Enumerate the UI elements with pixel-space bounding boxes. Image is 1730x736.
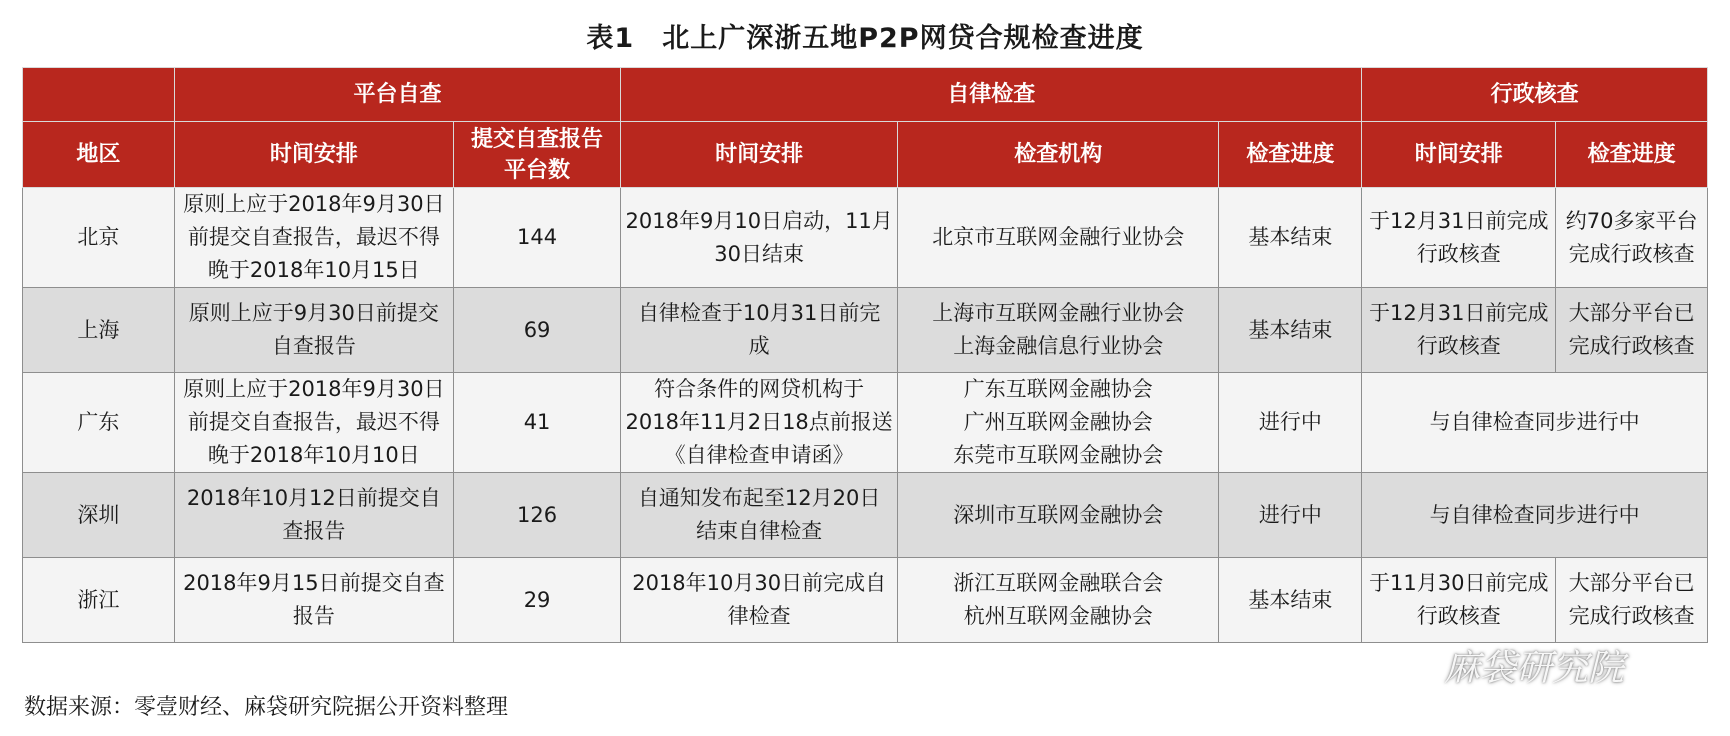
cell-line: 东莞市互联网金融协会: [953, 443, 1164, 467]
col-header-sr-time: 时间安排: [621, 122, 898, 188]
col-header-ac-progress: 检查进度: [1556, 122, 1708, 188]
cell-line: 2018年9月15日前提交自查: [183, 571, 445, 595]
table-row: [23, 288, 1708, 373]
cell-line: 晚于2018年10月10日: [207, 443, 420, 467]
cell-sr-org: [898, 473, 1219, 558]
col-header-sr-org: 检查机构: [898, 122, 1219, 188]
cell-sc-time: [174, 558, 453, 643]
col-header-sc-count-line1: 提交自查报告: [471, 126, 604, 152]
cell-line: 《自律检查申请函》: [664, 443, 854, 467]
data-source-note: 数据来源：零壹财经、麻袋研究院据公开资料整理: [24, 695, 509, 720]
cell-line: 2018年10月30日前完成自: [632, 571, 887, 595]
cell-line: 行政核查: [1416, 604, 1501, 628]
table-title-text: 北上广深浙五地P2P网贷合规检查进度: [662, 23, 1144, 54]
cell-sr-time: [621, 373, 898, 473]
col-header-sc-count-line2: 平台数: [504, 157, 571, 183]
cell-line: 原则上应于9月30日前提交: [188, 301, 439, 325]
cell-sr-progress: 进行中: [1219, 473, 1362, 558]
group-header-self-check: 平台自查: [174, 68, 620, 122]
cell-line: 自查报告: [271, 334, 356, 358]
cell-line: 北京市互联网金融行业协会: [932, 225, 1185, 249]
cell-line: 上海市互联网金融行业协会: [932, 301, 1185, 325]
compliance-progress-table: [22, 67, 1708, 643]
cell-line: 大部分平台已: [1568, 571, 1695, 595]
cell-line: 行政核查: [1416, 241, 1501, 266]
cell-line: 30日结束: [714, 241, 805, 266]
cell-count: 29: [453, 558, 620, 643]
cell-sr-time: [621, 558, 898, 643]
cell-line: 2018年10月12日前提交自: [186, 486, 441, 510]
cell-ac-merged: 与自律检查同步进行中: [1362, 373, 1708, 473]
cell-sc-time: [174, 373, 453, 473]
col-header-sr-progress: 检查进度: [1219, 122, 1362, 188]
table-row: [23, 188, 1708, 288]
cell-sr-progress: 基本结束: [1219, 558, 1362, 643]
cell-line: 结束自律检查: [696, 519, 823, 543]
cell-ac-time: [1362, 288, 1556, 373]
cell-line: 广州互联网金融协会: [963, 410, 1153, 434]
cell-sr-progress: 基本结束: [1219, 288, 1362, 373]
cell-sr-org: [898, 558, 1219, 643]
cell-line: 于12月31日前完成: [1369, 301, 1549, 325]
cell-line: 原则上应于2018年9月30日: [183, 192, 445, 216]
cell-sr-org: [898, 188, 1219, 288]
cell-sr-time: [621, 188, 898, 288]
cell-line: 大部分平台已: [1568, 301, 1695, 325]
wechat-icon: [1390, 646, 1436, 686]
cell-region: 浙江: [23, 558, 175, 643]
cell-line: 律检查: [727, 604, 791, 628]
cell-line: 行政核查: [1416, 334, 1501, 358]
table-row: [23, 473, 1708, 558]
cell-line: 查报告: [282, 519, 346, 543]
watermark: [1390, 640, 1624, 691]
cell-line: 符合条件的网贷机构于: [654, 377, 865, 401]
cell-line: 约70多家平台: [1565, 208, 1698, 233]
cell-sc-time: [174, 288, 453, 373]
cell-ac-progress: [1556, 188, 1708, 288]
cell-line: 原则上应于2018年9月30日: [183, 377, 445, 401]
header-corner: [23, 68, 175, 122]
col-header-sc-time: 时间安排: [174, 122, 453, 188]
cell-line: 于11月30日前完成: [1369, 571, 1549, 595]
cell-line: 自通知发布起至12月20日: [637, 486, 881, 510]
cell-ac-progress: [1556, 288, 1708, 373]
cell-line: 自律检查于10月31日前完: [637, 301, 881, 325]
cell-line: 晚于2018年10月15日: [207, 258, 420, 282]
cell-ac-progress: [1556, 558, 1708, 643]
table-title: [0, 16, 1730, 55]
table-row: [23, 373, 1708, 473]
col-header-ac-time: 时间安排: [1362, 122, 1556, 188]
cell-sc-time: [174, 188, 453, 288]
cell-region: 北京: [23, 188, 175, 288]
cell-count: 126: [453, 473, 620, 558]
cell-sc-time: [174, 473, 453, 558]
cell-line: 深圳市互联网金融协会: [953, 502, 1164, 527]
group-header-admin-check: 行政核查: [1362, 68, 1708, 122]
cell-line: 广东互联网金融协会: [963, 377, 1153, 401]
col-header-sc-count: [453, 122, 620, 188]
table-row: [23, 558, 1708, 643]
cell-line: 成: [748, 334, 770, 358]
cell-ac-time: [1362, 188, 1556, 288]
cell-sr-progress: 进行中: [1219, 373, 1362, 473]
group-header-self-regulation: 自律检查: [621, 68, 1362, 122]
cell-region: 深圳: [23, 473, 175, 558]
col-header-region: 地区: [23, 122, 175, 188]
cell-region: 上海: [23, 288, 175, 373]
table-number: 表1: [586, 23, 635, 54]
cell-sr-time: [621, 473, 898, 558]
cell-ac-merged: 与自律检查同步进行中: [1362, 473, 1708, 558]
cell-ac-time: [1362, 558, 1556, 643]
cell-sr-org: [898, 288, 1219, 373]
cell-line: 前提交自查报告，最迟不得: [187, 225, 440, 249]
cell-line: 完成行政核查: [1568, 334, 1695, 358]
cell-count: 144: [453, 188, 620, 288]
cell-line: 报告: [292, 604, 335, 628]
cell-sr-progress: 基本结束: [1219, 188, 1362, 288]
watermark-text: 麻袋研究院: [1444, 648, 1625, 689]
cell-line: 浙江互联网金融联合会: [953, 571, 1164, 595]
cell-line: 完成行政核查: [1568, 604, 1695, 628]
cell-line: 2018年9月10日启动，11月: [625, 208, 893, 233]
cell-line: 于12月31日前完成: [1369, 208, 1549, 233]
cell-line: 完成行政核查: [1568, 241, 1695, 266]
cell-count: 69: [453, 288, 620, 373]
cell-region: 广东: [23, 373, 175, 473]
cell-line: 前提交自查报告，最迟不得: [187, 410, 440, 434]
cell-sr-org: [898, 373, 1219, 473]
cell-line: 上海金融信息行业协会: [953, 334, 1164, 358]
cell-line: 杭州互联网金融协会: [963, 604, 1153, 628]
cell-line: 2018年11月2日18点前报送: [625, 410, 893, 434]
cell-count: 41: [453, 373, 620, 473]
cell-sr-time: [621, 288, 898, 373]
